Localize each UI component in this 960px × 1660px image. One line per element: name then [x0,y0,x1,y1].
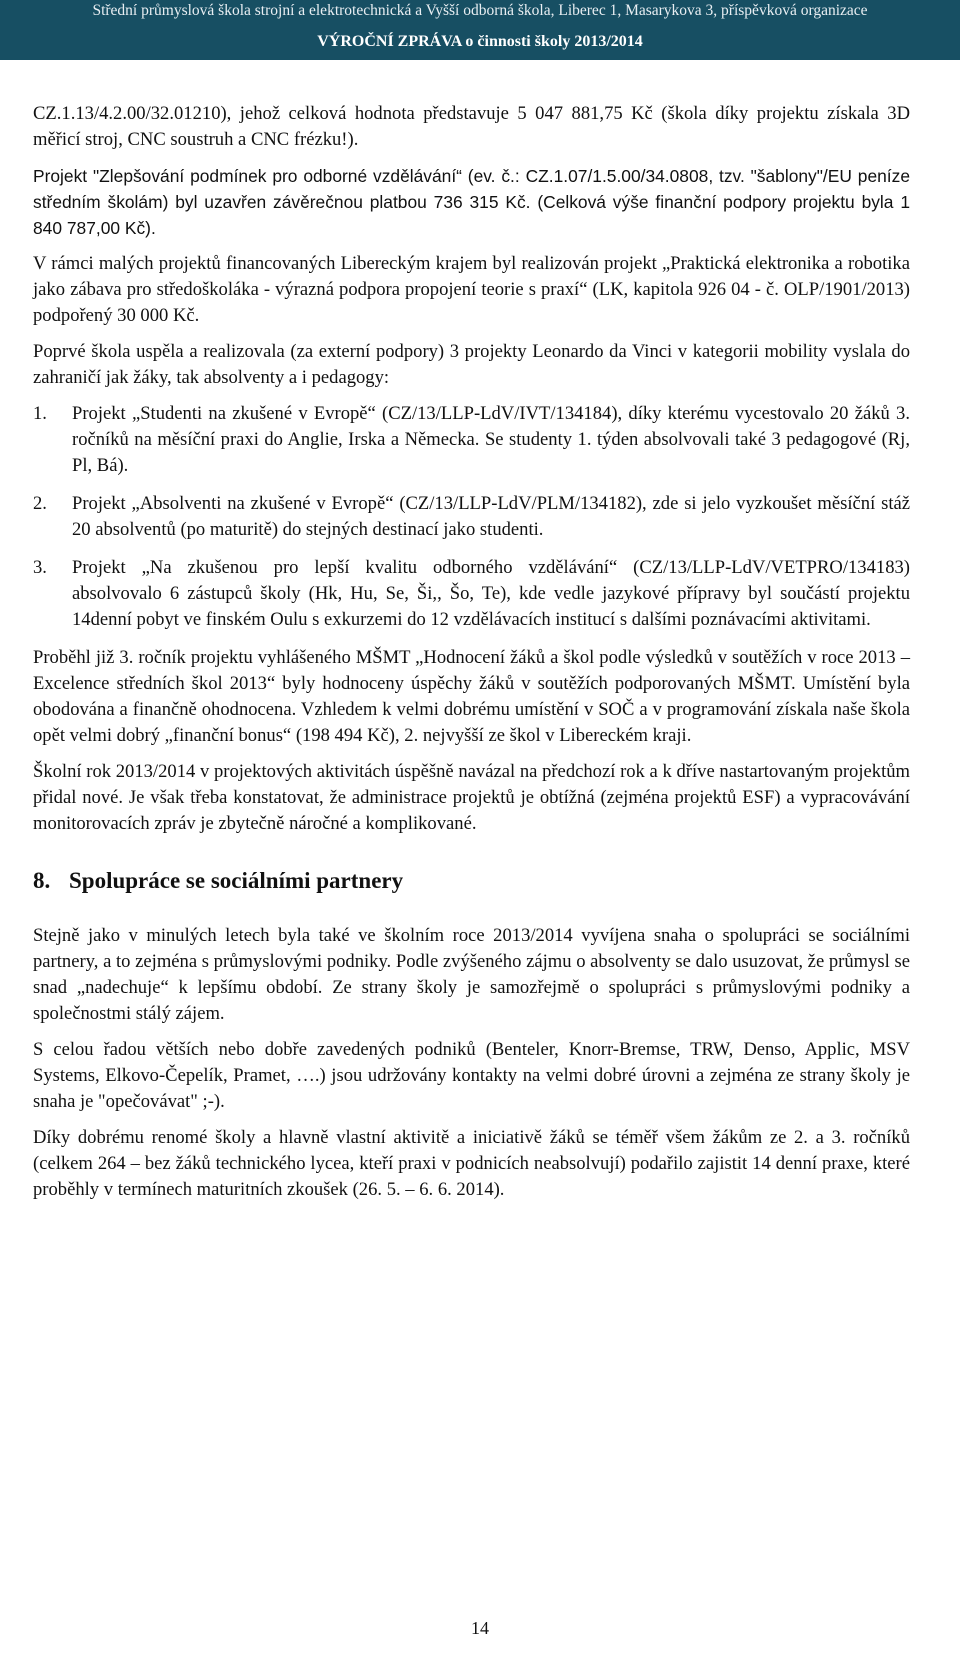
page-number: 14 [471,1618,489,1638]
document-body [33,101,910,1213]
institution-name: Střední průmyslová škola strojní a elektrotechnická a Vyšší odborná škola, Liberec 1, Masarykova 3, příspěvková organizace [92,2,868,19]
item-text: Projekt „Na zkušenou pro lepší kvalitu odborného vzdělávání“ (CZ/13/LLP-LdV/VETPRO/134183) absolvovalo 6 zástupců školy (Hk, Hu, Se, Ši,, Šo, Te), kde vedle jazykové přípravy byl součástí projektu 14denní pobyt ve finském Oulu s exkurzemi do 12 vzdělávacích institucí s dalšími poznávacími aktivitami. [72,557,910,630]
item-number: 1. [33,403,47,424]
item-text: Projekt „Absolventi na zkušené v Evropě“ (CZ/13/LLP-LdV/PLM/134182), zde si jelo vyzkoušet měsíční stáž 20 absolventů (po maturitě) do stejných destinací jako studenti. [72,493,910,540]
section-heading [33,867,910,895]
paragraph: S celou řadou větších nebo dobře zavedených podniků (Benteler, Knorr-Bremse, TRW, Denso, Applic, MSV Systems, Elkovo-Čepelík, Pramet, ….) jsou udržovány kontakty na velmi dobré úrovni a zejména ze strany školy je snaha je "opečovávat" ;-). [33,1039,910,1112]
paragraph: Projekt "Zlepšování podmínek pro odborné vzdělávání“ (ev. č.: CZ.1.07/1.5.00/34.0808, tzv. "šablony"/EU peníze středním školám) byl uzavřen závěrečnou platbou 736 315 Kč. (Celková výše finanční podpory projektu byla 1 840 787,00 Kč). [33,166,910,238]
item-number: 2. [33,493,47,514]
report-title: VÝROČNÍ ZPRÁVA o činnosti školy 2013/2014 [317,33,643,50]
section-title: Spolupráce se sociálními partnery [69,868,404,893]
numbered-item [33,491,910,543]
item-text: Projekt „Studenti na zkušené v Evropě“ (CZ/13/LLP-LdV/IVT/134184), díky kterému vycestovalo 20 žáků 3. ročníků na měsíční praxi do Anglie, Irska a Německa. Se studenty 1. týden absolvovali také 3 pedagogové (Rj, Pl, Bá). [72,403,910,476]
page-header [0,0,960,60]
paragraph: Stejně jako v minulých letech byla také ve školním roce 2013/2014 vyvíjena snaha o spolupráci se sociálními partnery, a to zejména s průmyslovými podniky. Podle zvýšeného zájmu o absolventy se dalo usuzovat, že průmysl se snad „nadechuje“ k lepšímu období. Ze strany školy je samozřejmě o spolupráci s průmyslovými podniky a společnostmi stálý zájem. [33,925,910,1024]
paragraph: V rámci malých projektů financovaných Libereckým krajem byl realizován projekt „Praktická elektronika a robotika jako zábava pro středoškoláka - výrazná podpora propojení teorie s praxí“ (LK, kapitola 926 04 - č. OLP/1901/2013) podpořený 30 000 Kč. [33,253,910,326]
paragraph: Školní rok 2013/2014 v projektových aktivitách úspěšně navázal na předchozí rok a k dříve nastartovaným projektům přidal nové. Je však třeba konstatovat, že administrace projektů je obtížná (zejména projektů ESF) a vypracovávání monitorovacích zpráv je zbytečně náročné a komplikované. [33,761,910,834]
paragraph: Proběhl již 3. ročník projektu vyhlášeného MŠMT „Hodnocení žáků a škol podle výsledků v soutěžích v roce 2013 – Excelence středních škol 2013“ byly hodnoceny úspěchy žáků v soutěžích podporovaných MŠMT. Umístění byla obodována a finančně ohodnocena. Vzhledem k velmi dobrému umístění v SOČ a v programování získala naše škola opět velmi dobrý „finanční bonus“ (198 494 Kč), 2. nejvyšší ze škol v Libereckém kraji. [33,647,910,746]
numbered-item [33,401,910,479]
paragraph: CZ.1.13/4.2.00/32.01210), jehož celková hodnota představuje 5 047 881,75 Kč (škola díky projektu získala 3D měřicí stroj, CNC soustruh a CNC frézku!). [33,103,910,150]
section-number: 8. [33,868,51,893]
numbered-item [33,555,910,633]
paragraph: Díky dobrému renomé školy a hlavně vlastní aktivitě a iniciativě žáků se téměř všem žákům ze 2. a 3. ročníků (celkem 264 – bez žáků technického lycea, kteří praxi v podnicích neabsolvují) podařilo zajistit 14 denní praxe, které proběhly v termínech maturitních zkoušek (26. 5. – 6. 6. 2014). [33,1127,910,1200]
paragraph: Poprvé škola uspěla a realizovala (za externí podpory) 3 projekty Leonardo da Vinci v kategorii mobility vyslala do zahraničí jak žáky, tak absolventy a i pedagogy: [33,341,910,388]
item-number: 3. [33,557,47,578]
